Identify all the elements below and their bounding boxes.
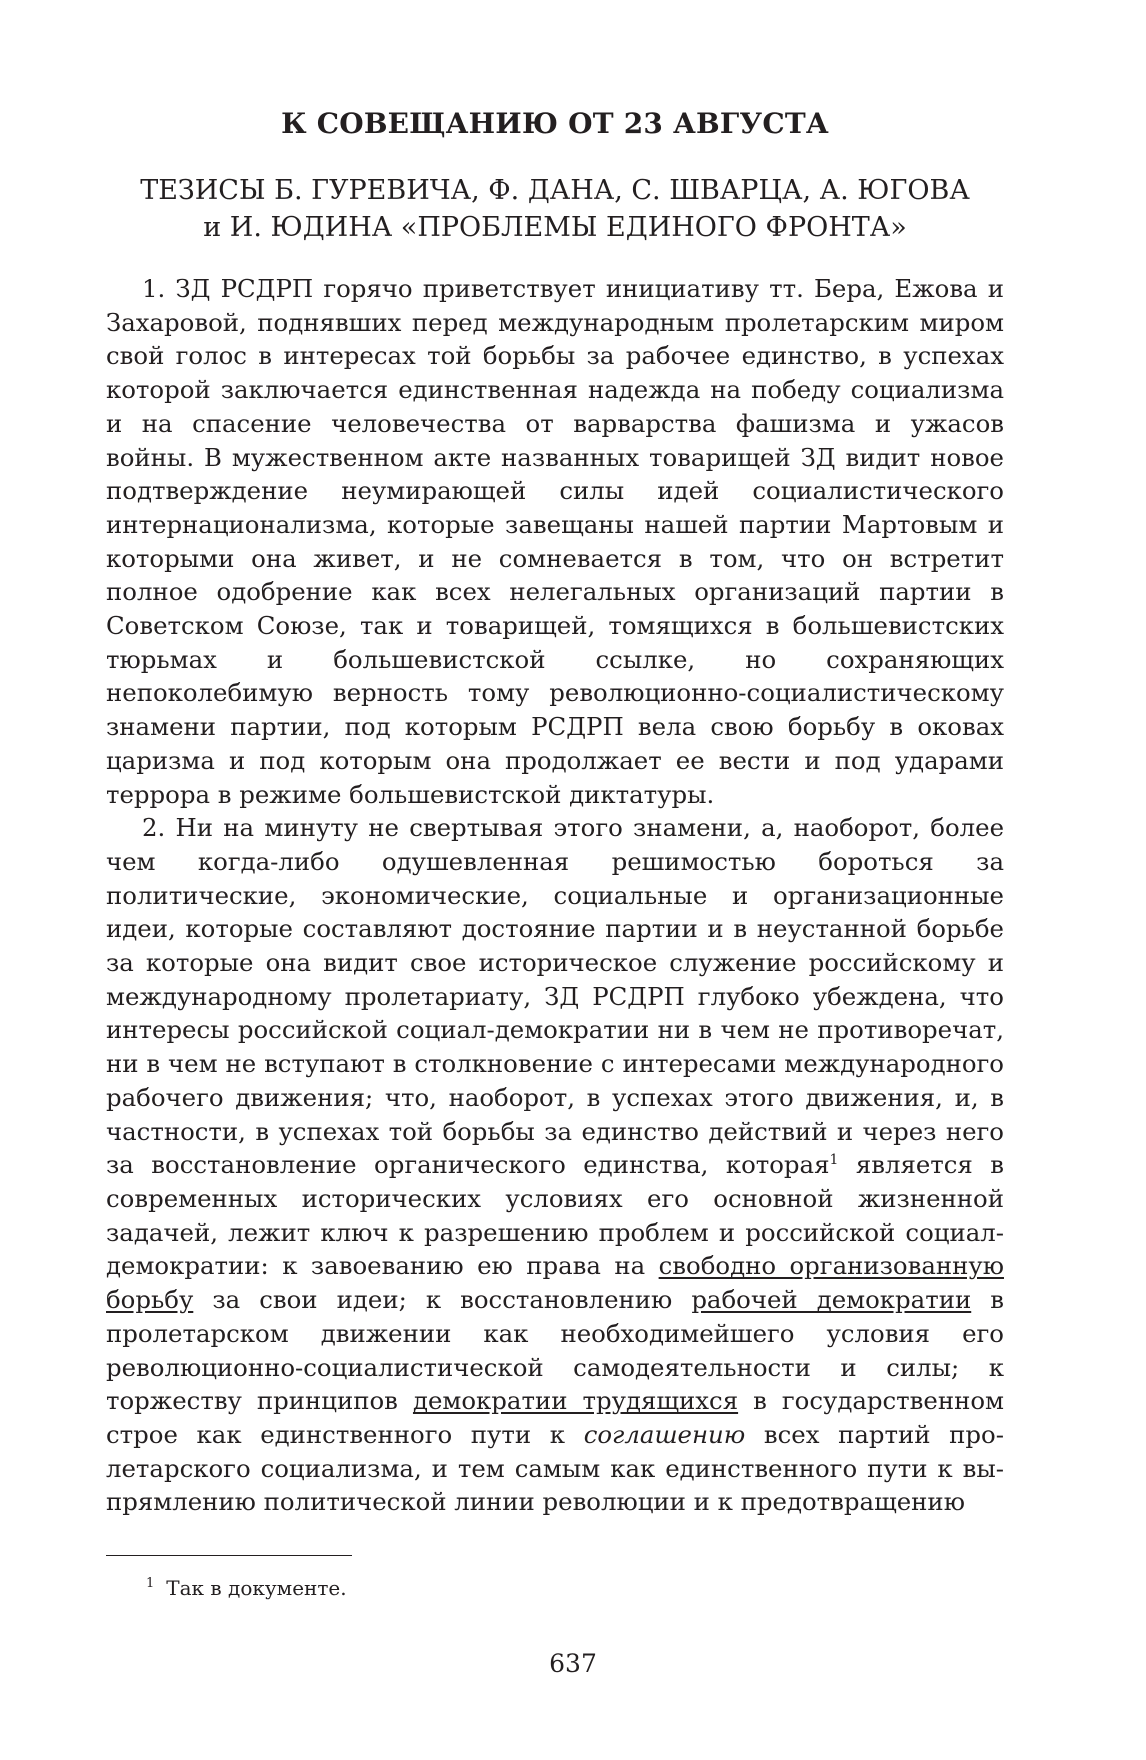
footnote bbox=[146, 1574, 347, 1602]
footnote-text: Так в документе. bbox=[166, 1576, 347, 1600]
paragraph-2-text: является в современных исторических условиях его основной жизненной задачей, лежит ключ к разрешению проблем и российской социал-демократии: к завоеванию ею права на bbox=[106, 1150, 1004, 1281]
footnote-divider bbox=[106, 1555, 352, 1556]
paragraph-2 bbox=[106, 811, 1004, 1519]
underlined-phrase: рабочей демократии bbox=[691, 1285, 972, 1315]
footnote-marker: 1 bbox=[146, 1576, 155, 1592]
underlined-phrase: демократии трудящихся bbox=[412, 1386, 739, 1416]
subheading-line-2: и И. ЮДИНА «ПРОБЛЕМЫ ЕДИНОГО ФРОНТА» bbox=[203, 212, 907, 243]
paragraph-2-text: всех партий пролетарского социализма, и тем самым как единственного пути к выпрямлению политической линии революции и к предотвращению bbox=[106, 1419, 1004, 1517]
paragraph-1: 1. ЗД РСДРП горячо приветствует инициативу тт. Бера, Ежова и Захаровой, поднявших перед международным пролетарским миром свой голос в интересах той борьбы за рабочее единство, в успехах которой заключается единственная надежда на победу социализма и на спасение человечества от варварства фашизма и ужасов войны. В мужественном акте названных товарищей ЗД видит новое подтверждение неумирающей силы идей социалистического интернационализма, которые завещаны нашей партии Мартовым и которыми она живет, и не сомневается в том, что он встретит полное одобрение как всех нелегальных организаций партии в Советском Союзе, так и товарищей, томящихся в большевистских тюрьмах и большевистской ссылке, но сохраняющих непоколебимую верность тому революционно-социалистическому знамени партии, под которым РСДРП вела свою борьбу в оковах царизма и под которым она продолжает ее вести и под ударами террора в режиме большевистской диктатуры. bbox=[106, 274, 1004, 809]
paragraph-2-text: в пролетарском движении как необходимейшего условия его революционно-социалистической самодеятельности и силы; к торжеству принципов bbox=[106, 1285, 1004, 1416]
footnote-reference: 1 bbox=[829, 1152, 839, 1169]
paragraph-2-text: в государственном строе как единственного пути к bbox=[106, 1386, 1005, 1449]
italic-word: соглашению bbox=[583, 1419, 746, 1449]
body-text bbox=[106, 272, 1004, 1519]
document-subheading bbox=[106, 172, 1004, 246]
page-heading: К СОВЕЩАНИЮ ОТ 23 АВГУСТА bbox=[281, 107, 829, 140]
page-number: 637 bbox=[549, 1649, 597, 1678]
paragraph-2-text: за свои идеи; к восстановлению bbox=[193, 1285, 692, 1315]
underlined-phrase: свободно организованную борьбу bbox=[106, 1251, 1004, 1315]
paragraph-2-text: 2. Ни на минуту не свертывая этого знамени, а, наоборот, более чем когда-либо одушевленная решимостью бороться за политические, экономические, социальные и организационные идеи, которые составляют достояние партии и в неустанной борьбе за которые она видит свое историческое служение российскому и международному пролетариату, ЗД РСДРП глубоко убеждена, что интересы российской социал-демократии ни в чем не противоречат, ни в чем не вступают в столкновение с интересами международного рабочего движения; что, наоборот, в успехах этого движения, и, в частности, в успехах той борьбы за единство действий и через него за восстановление органического единства, которая bbox=[106, 813, 1004, 1180]
page-content bbox=[106, 104, 1004, 1519]
subheading-line-1: ТЕЗИСЫ Б. ГУРЕВИЧА, Ф. ДАНА, С. ШВАРЦА, А. ЮГОВА bbox=[140, 175, 970, 206]
